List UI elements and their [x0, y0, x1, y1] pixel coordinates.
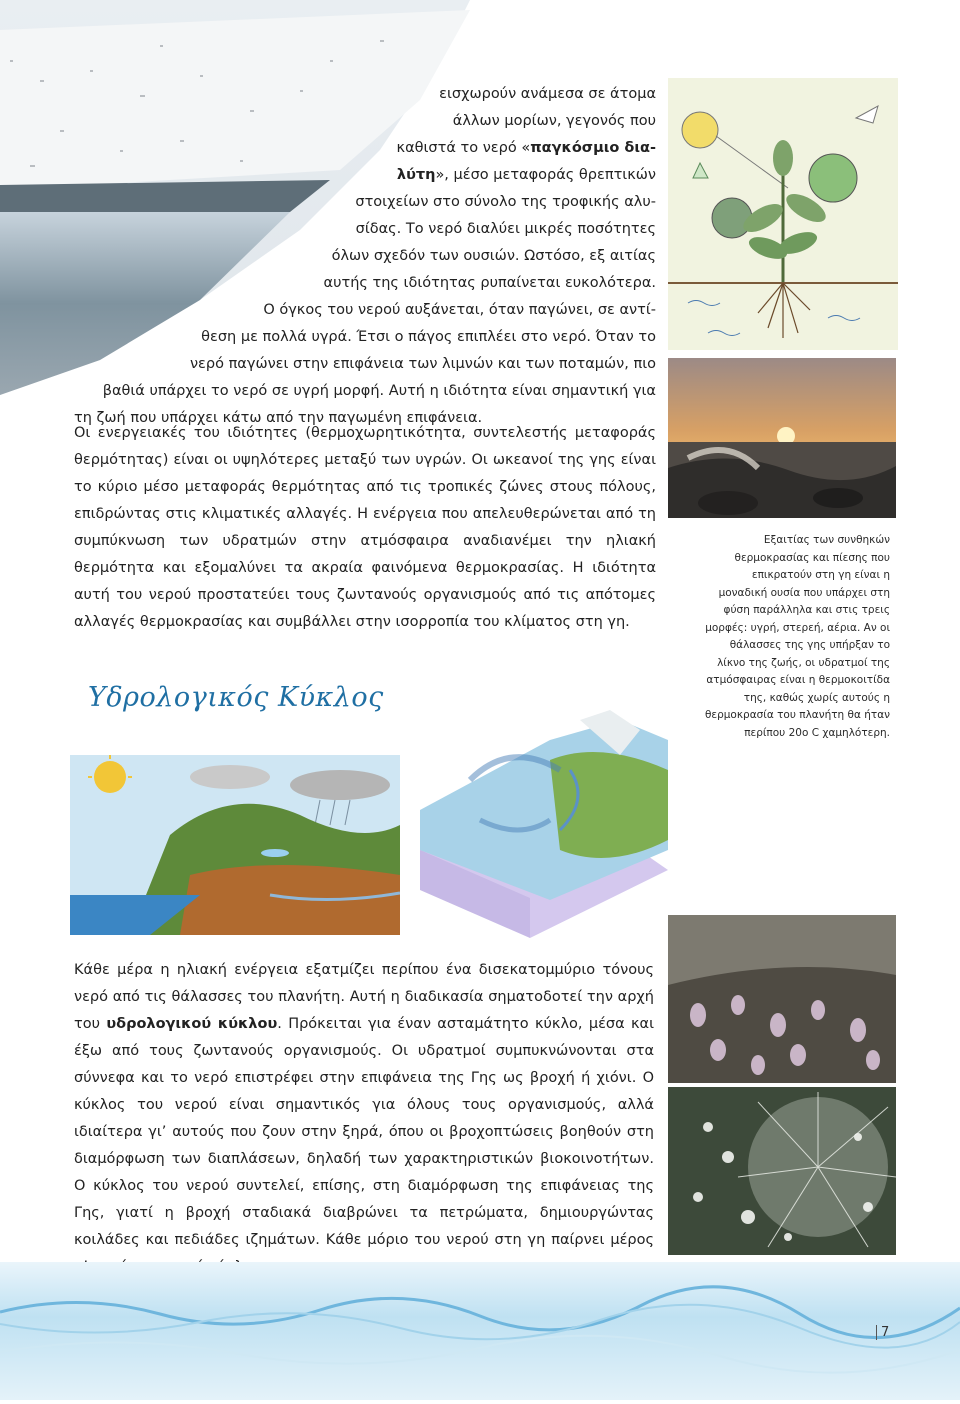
intro-line: αυτής της ιδιότητας ρυπαίνεται ευκολότερα.	[323, 275, 656, 291]
intro-line: καθιστά το νερό «παγκόσμιο δια-	[396, 140, 656, 156]
plant-diagram	[668, 78, 898, 350]
dandelion-dew-photo	[668, 1087, 896, 1255]
water-cycle-diagram	[70, 755, 400, 935]
intro-line: σίδας. Το νερό διαλύει μικρές ποσότητες	[355, 221, 656, 237]
sunset-sea-photo	[668, 358, 896, 518]
intro-line: λύτη», μέσο μεταφοράς θρεπτικών	[396, 167, 656, 183]
hydrological-cycle-paragraph: Κάθε μέρα η ηλιακή ενέργεια εξατμίζει περίπου ένα δισεκατομμύριο τόνους νερό από τις θάλασσες του πλανήτη. Αυτή η διαδικασία σηματοδοτεί την αρχή του υδρολογικού κύκλου. Πρόκειται για έναν ασταμάτητο κύκλο, μέσα και έξω από τους ζωντανούς οργανισμούς. Οι υδρατμοί συμπυκνώνονται στα σύννεφα και το νερό επιστρέφει στην επιφάνεια της Γης ως βροχή ή χιόνι. Ο κύκλος του νερού είναι σημαντικός για όλους τους οργανισμούς, αλλά ιδιαίτερα γι’ αυτούς που ζουν στην ξηρά, όπου οι βροχοπτώσεις βοηθούν στη διαμόρφωση των διαπλάσεων, δηλαδή των χαρακτηριστικών βιοκοινοτήτων. Ο κύκλος του νερού συντελεί, επίσης, στη διαμόρφωση της επιφάνειας της Γης, γιατί η βροχή σταδιακά διαβρώνει τα πετρώματα, δημιουργώντας κοιλάδες και πεδιάδες ιζημάτων. Κάθε μόριο του νερού στη γη παίρνει μέρος	[74, 962, 654, 1248]
intro-line: όλων σχεδόν των ουσιών. Ωστόσο, εξ αιτίας	[331, 248, 656, 264]
intro-line: θεση με πολλά υγρά. Έτσι ο πάγος επιπλέει στο νερό. Όταν το	[201, 329, 656, 345]
intro-line: Ο όγκος του νερού αυξάνεται, όταν παγώνει, σε αντί-	[263, 302, 656, 318]
intro-line: βαθιά υπάρχει το νερό σε υγρή μορφή. Αυτή η ιδιότητα είναι σημαντική για	[102, 383, 656, 399]
section-heading: Υδρολογικός Κύκλος	[88, 682, 384, 713]
water-waves-decoration	[0, 1262, 960, 1400]
intro-line: στοιχείων στο σύνολο της τροφικής αλυ-	[355, 194, 656, 210]
water-cycle-3d-diagram	[410, 700, 668, 938]
intro-line: τη ζωή που υπάρχει κάτω από την παγωμένη επιφάνεια.	[74, 410, 483, 426]
intro-line: νερό παγώνει στην επιφάνεια των λιμνών και των ποταμών, πιο	[189, 356, 656, 372]
crocus-flowers-photo	[668, 915, 896, 1083]
intro-line: εισχωρούν ανάμεσα σε άτομα	[439, 86, 656, 102]
intro-line: άλλων μορίων, γεγονός που	[452, 113, 656, 129]
energy-paragraph: Οι ενεργειακές του ιδιότητες (θερμοχωρητικότητα, συντελεστής μεταφοράς θερμότητας) είναι οι υψηλότερες μεταξύ των υγρών. Οι ωκεανοί της γης είναι το κύριο μέσο μεταφοράς θερμότητας από τις τροπικές ζώνες στους πόλους, επιδρώντας στις κλιματικές αλλαγές. Η ενέργεια που απελευθερώνεται από τη συμπύκνωση των υδρατμών στην ατμόσφαιρα αναδιανέμει την ηλιακή θερμότητα και εξομαλύνει τα ακραία φαινόμενα θερμοκρασίας. Η ιδιότητα αυτή του νερού προστατεύει τους ζωντανούς οργανισμούς από τις απότομες αλλαγές θερμοκρασίας και συμβάλλει στην ισορροπία του κλίματος στη γη.	[74, 425, 656, 630]
sidebar-caption: Εξαιτίας των συνθηκών θερμοκρασίας και πίεσης που επικρατούν στη γη είναι η μοναδική ουσία που υπάρχει στη φύση παράλληλα και στις τρεις μορφές: υγρή, στερεή, αέρια. Αν οι θάλασσες της γης υπήρξαν το λίκνο της ζωής, οι υδρατμοί της ατμόσφαιρας είναι η θερμοκοιτίδα της, καθώς χωρίς αυτούς η θερμοκρασία του πλανήτη θα ήταν περίπου 20ο C χαμηλότερη.	[704, 534, 890, 739]
page-number: 7	[876, 1325, 889, 1340]
